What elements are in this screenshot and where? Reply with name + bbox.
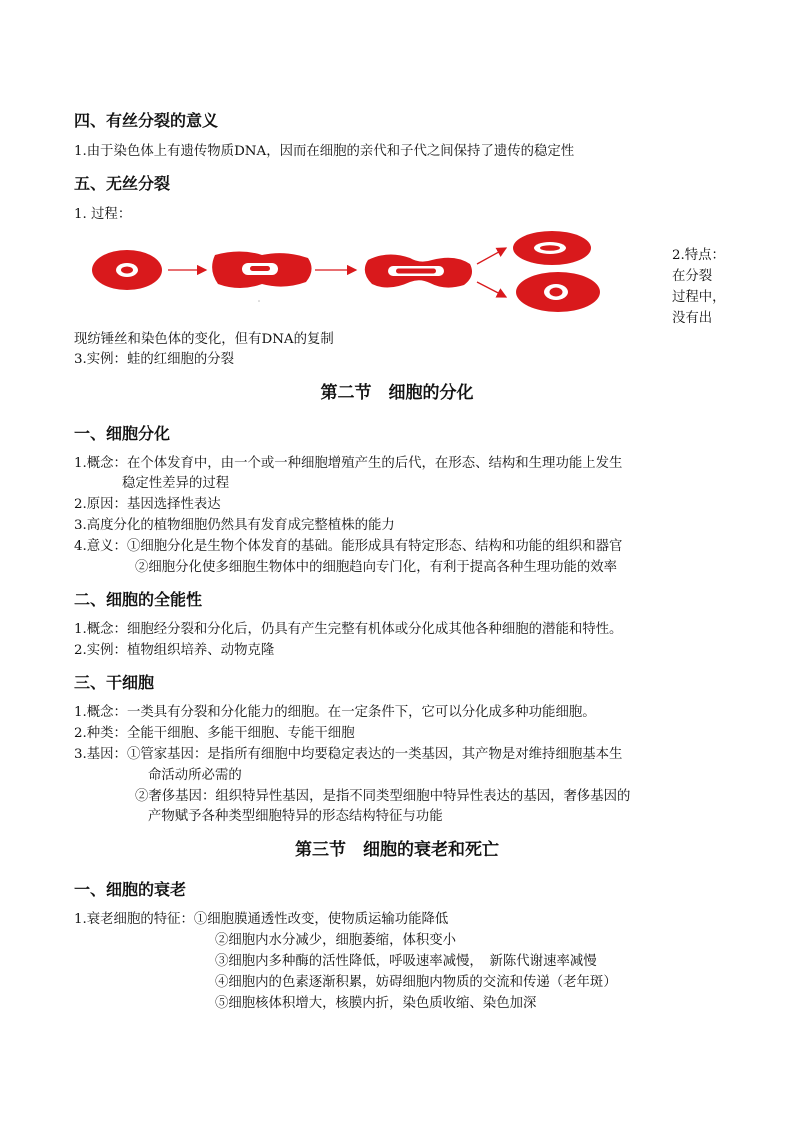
totipotency-concept: 1.概念：细胞经分裂和分化后，仍具有产生完整有机体或分化成其他各种细胞的潜能和特性。 [74,622,623,637]
stem-cell-gene-1-cont: 命活动所必需的 [148,768,242,783]
aging-feature-1: 1.衰老细胞的特征：①细胞膜通透性改变，使物质运输功能降低 [74,912,449,927]
differentiation-concept: 1.概念：在个体发育中，由一个或一种细胞增殖产生的后代，在形态、结构和生理功能上发生 [74,456,623,471]
section-heading-mitosis-significance: 四、有丝分裂的意义 [74,111,219,130]
section-heading-cell-aging: 一、细胞的衰老 [74,880,187,899]
totipotency-example: 2.实例：植物组织培养、动物克隆 [74,643,275,658]
aging-feature-3: ③细胞内多种酶的活性降低，呼吸速率减慢， 新陈代谢速率减慢 [215,954,597,969]
aging-feature-5: ⑤细胞核体积增大，核膜内折，染色质收缩、染色加深 [215,996,537,1011]
cell-stage-4-top [513,231,591,265]
stem-cell-types: 2.种类：全能干细胞、多能干细胞、专能干细胞 [74,726,355,741]
section-heading-totipotency: 二、细胞的全能性 [74,590,203,609]
amitosis-example: 3.实例：蛙的红细胞的分裂 [74,352,235,367]
cell-stage-4-bottom [516,272,600,312]
cell-stage-3 [365,254,472,287]
amitosis-feature-continuation: 现纺锤丝和染色体的变化，但有DNA的复制 [74,332,334,347]
differentiation-meaning-1: 4.意义：①细胞分化是生物个体发育的基础。能形成具有特定形态、结构和功能的组织和器官 [74,539,623,554]
stem-cell-gene-1: 3.基因：①管家基因：是指所有细胞中均要稳定表达的一类基因，其产物是对维持细胞基本生 [74,747,623,762]
stem-cell-gene-2: ②奢侈基因：组织特异性基因，是指不同类型细胞中特异性表达的基因，奢侈基因的 [135,789,631,804]
arrow-3-up [477,248,506,264]
amitosis-feature-line-1: 2.特点： [672,248,725,263]
amitosis-feature-line-3: 过程中， [672,290,726,305]
aging-feature-4: ④细胞内的色素逐渐积累，妨碍细胞内物质的交流和传递（老年斑） [215,975,617,990]
stem-cell-gene-2-cont: 产物赋予各种类型细胞特异的形态结构特征与功能 [148,809,443,824]
chapter-section-2-title: 第二节 细胞的分化 [320,383,474,403]
stem-cell-concept: 1.概念：一类具有分裂和分化能力的细胞。在一定条件下，它可以分化成多种功能细胞。 [74,705,596,720]
differentiation-plant-ability: 3.高度分化的植物细胞仍然具有发育成完整植株的能力 [74,518,395,533]
differentiation-concept-cont: 稳定性差异的过程 [122,476,230,491]
mitosis-significance-item: 1.由于染色体上有遗传物质DNA，因而在细胞的亲代和子代之间保持了遗传的稳定性 [74,144,575,159]
amitosis-feature-line-2: 在分裂 [672,269,713,284]
section-heading-stem-cell: 三、干细胞 [74,673,155,692]
chapter-section-3-title: 第三节 细胞的衰老和死亡 [295,840,499,860]
section-heading-amitosis: 五、无丝分裂 [74,174,171,193]
cell-stage-1 [92,250,162,290]
aging-feature-2: ②细胞内水分减少，细胞萎缩，体积变小 [215,933,457,948]
amitosis-process-label: 1. 过程： [74,207,132,222]
differentiation-cause: 2.原因：基因选择性表达 [74,497,221,512]
amitosis-feature-line-4: 没有出 [672,311,713,326]
differentiation-meaning-2: ②细胞分化使多细胞生物体中的细胞趋向专门化，有利于提高各种生理功能的效率 [135,560,618,575]
section-heading-cell-differentiation: 一、细胞分化 [74,424,171,443]
arrow-3-down [477,282,506,297]
cell-stage-2 [212,252,311,289]
